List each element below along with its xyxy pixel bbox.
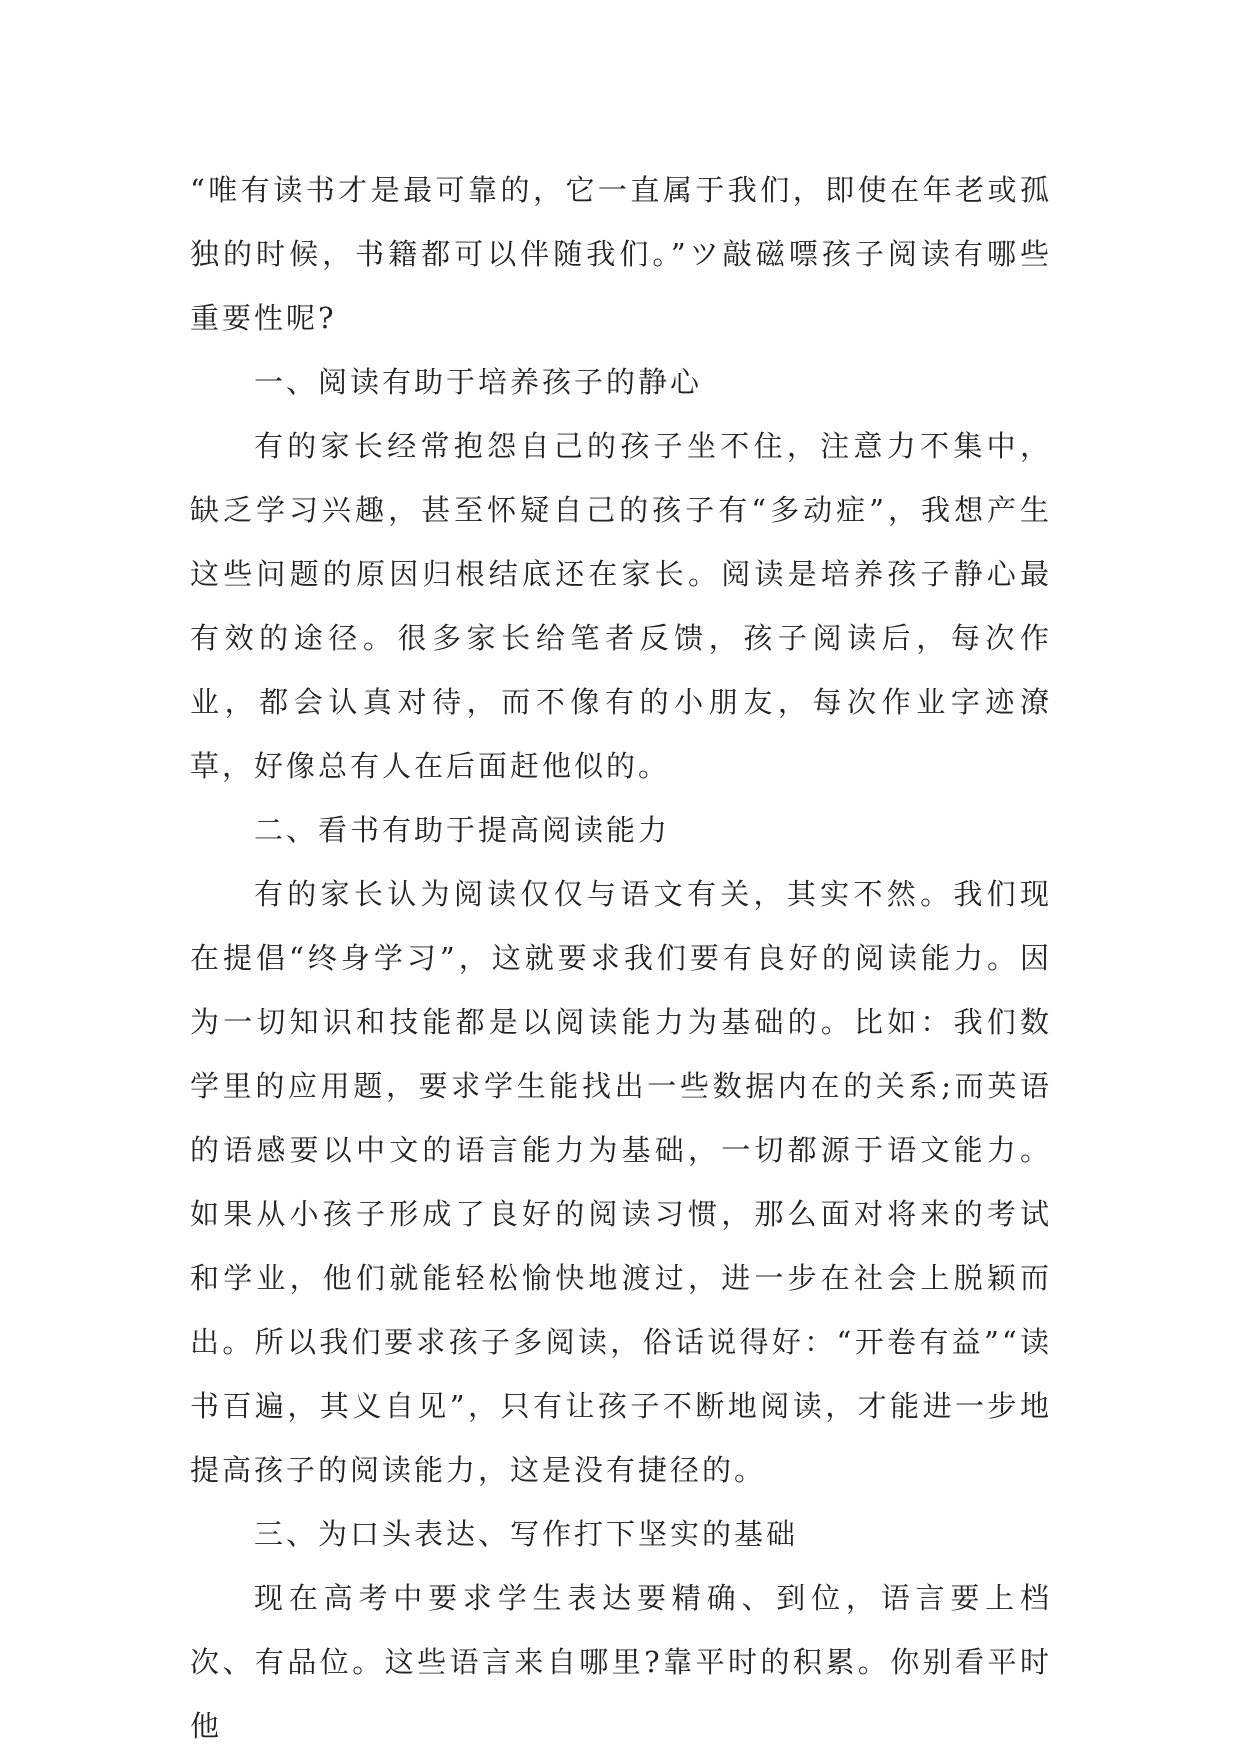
paragraph-section-3: 现在高考中要求学生表达要精确、到位，语言要上档次、有品位。这些语言来自哪里?靠平时的积累。你别看平时他	[190, 1581, 1052, 1743]
section-heading-2: 二、看书有助于提高阅读能力	[254, 813, 671, 847]
paragraph-section-2: 有的家长认为阅读仅仅与语文有关，其实不然。我们现在提倡“终身学习”，这就要求我们要有良好的阅读能力。因为一切知识和技能都是以阅读能力为基础的。比如：我们数学里的应用题，要求学生能找出一些数据内在的关系;而英语的语感要以中文的语言能力为基础，一切都源于语文能力。如果从小孩子形成了良好的阅读习惯，那么面对将来的考试和学业，他们就能轻松愉快地渡过，进一步在社会上脱颖而出。所以我们要求孩子多阅读，俗话说得好：“开卷有益”“读书百遍，其义自见”，只有让孩子不断地阅读，才能进一步地提高孩子的阅读能力，这是没有捷径的。	[190, 877, 1052, 1487]
document-page	[190, 158, 1052, 1758]
section-heading-3: 三、为口头表达、写作打下坚实的基础	[254, 1517, 799, 1551]
paragraph-intro: “唯有读书才是最可靠的，它一直属于我们，即使在年老或孤独的时候，书籍都可以伴随我们。”ツ敲磁嘌孩子阅读有哪些重要性呢?	[190, 173, 1052, 335]
section-heading-1: 一、阅读有助于培养孩子的静心	[254, 365, 703, 399]
paragraph-section-1: 有的家长经常抱怨自己的孩子坐不住，注意力不集中，缺乏学习兴趣，甚至怀疑自己的孩子有“多动症”，我想产生这些问题的原因归根结底还在家长。阅读是培养孩子静心最有效的途径。很多家长给笔者反馈，孩子阅读后，每次作业，都会认真对待，而不像有的小朋友，每次作业字迹潦草，好像总有人在后面赶他似的。	[190, 429, 1052, 783]
